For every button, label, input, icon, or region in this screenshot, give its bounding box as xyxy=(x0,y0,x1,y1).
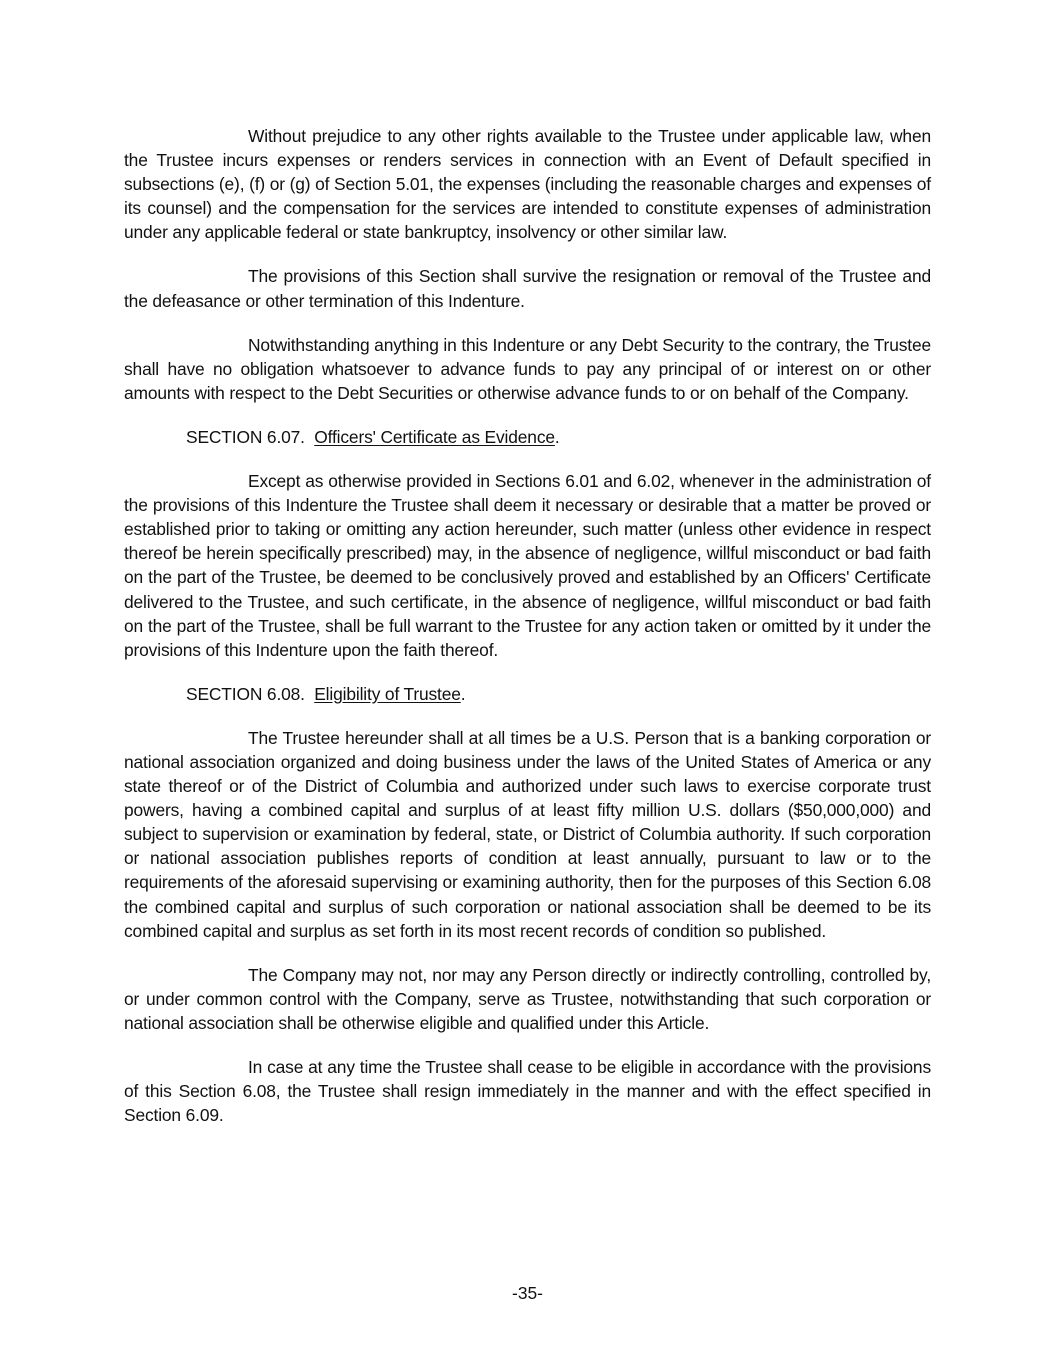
paragraph-trustee-expenses: Without prejudice to any other rights available to the Trustee under applicable law, when the Trustee incurs expenses or renders services in connection with an Event of Default specified in subsections (e), (f) or (g) of Section 5.01, the expenses (including the reasonable charges and expenses of its counsel) and the compensation for the services are intended to constitute expenses of administration under any applicable federal or state bankruptcy, insolvency or other similar law. xyxy=(124,126,931,243)
section-6-08-heading xyxy=(124,682,931,706)
section-title: Eligibility of Trustee xyxy=(314,683,461,704)
paragraph-company-may-not-serve: The Company may not, nor may any Person directly or indirectly controlling, controlled by, or under common control with the Company, serve as Trustee, notwithstanding that such corporation or national association shall be otherwise eligible and qualified under this Article. xyxy=(124,964,931,1033)
paragraph-officers-certificate: Except as otherwise provided in Sections 6.01 and 6.02, whenever in the administration of the provisions of this Indenture the Trustee shall deem it necessary or desirable that a matter be proved or established prior to taking or omitting any action hereunder, such matter (unless other evidence in respect thereof be herein specifically prescribed) may, in the absence of negligence, willful misconduct or bad faith on the part of the Trustee, be deemed to be conclusively proved and established by an Officers' Certificate delivered to the Trustee, and such certificate, in the absence of negligence, willful misconduct or bad faith on the part of the Trustee, shall be full warrant to the Trustee for any action taken or omitted by it under the provisions of this Indenture upon the faith thereof. xyxy=(124,471,931,660)
section-title: Officers' Certificate as Evidence xyxy=(314,426,555,447)
page-number: -35- xyxy=(512,1283,543,1303)
section-number: SECTION 6.08. xyxy=(186,683,305,704)
paragraph-no-advance-obligation: Notwithstanding anything in this Indenture or any Debt Security to the contrary, the Trustee shall have no obligation whatsoever to advance funds to pay any principal of or interest on or other amounts with respect to the Debt Securities or otherwise advance funds to or on behalf of the Company. xyxy=(124,334,931,403)
section-heading-period: . xyxy=(460,683,466,704)
paragraph-section-survival: The provisions of this Section shall survive the resignation or removal of the Trustee and the defeasance or other termination of this Indenture. xyxy=(124,266,931,311)
document-page xyxy=(124,124,931,1147)
section-6-07-heading xyxy=(124,425,931,449)
paragraph-cease-eligibility: In case at any time the Trustee shall cease to be eligible in accordance with the provisions of this Section 6.08, the Trustee shall resign immediately in the manner and with the effect specified in Section 6.09. xyxy=(124,1057,931,1126)
paragraph-trustee-eligibility: The Trustee hereunder shall at all times be a U.S. Person that is a banking corporation or national association organized and doing business under the laws of the United States of America or any state thereof or of the District of Columbia and authorized under such laws to exercise corporate trust powers, having a combined capital and surplus of at least fifty million U.S. dollars ($50,000,000) and subject to supervision or examination by federal, state, or District of Columbia authority. If such corporation or national association publishes reports of condition at least annually, pursuant to law or to the requirements of the aforesaid supervising or examining authority, then for the purposes of this Section 6.08 the combined capital and surplus of such corporation or national association shall be deemed to be its combined capital and surplus as set forth in its most recent records of condition so published. xyxy=(124,727,931,941)
section-number: SECTION 6.07. xyxy=(186,426,305,447)
section-heading-period: . xyxy=(554,426,560,447)
